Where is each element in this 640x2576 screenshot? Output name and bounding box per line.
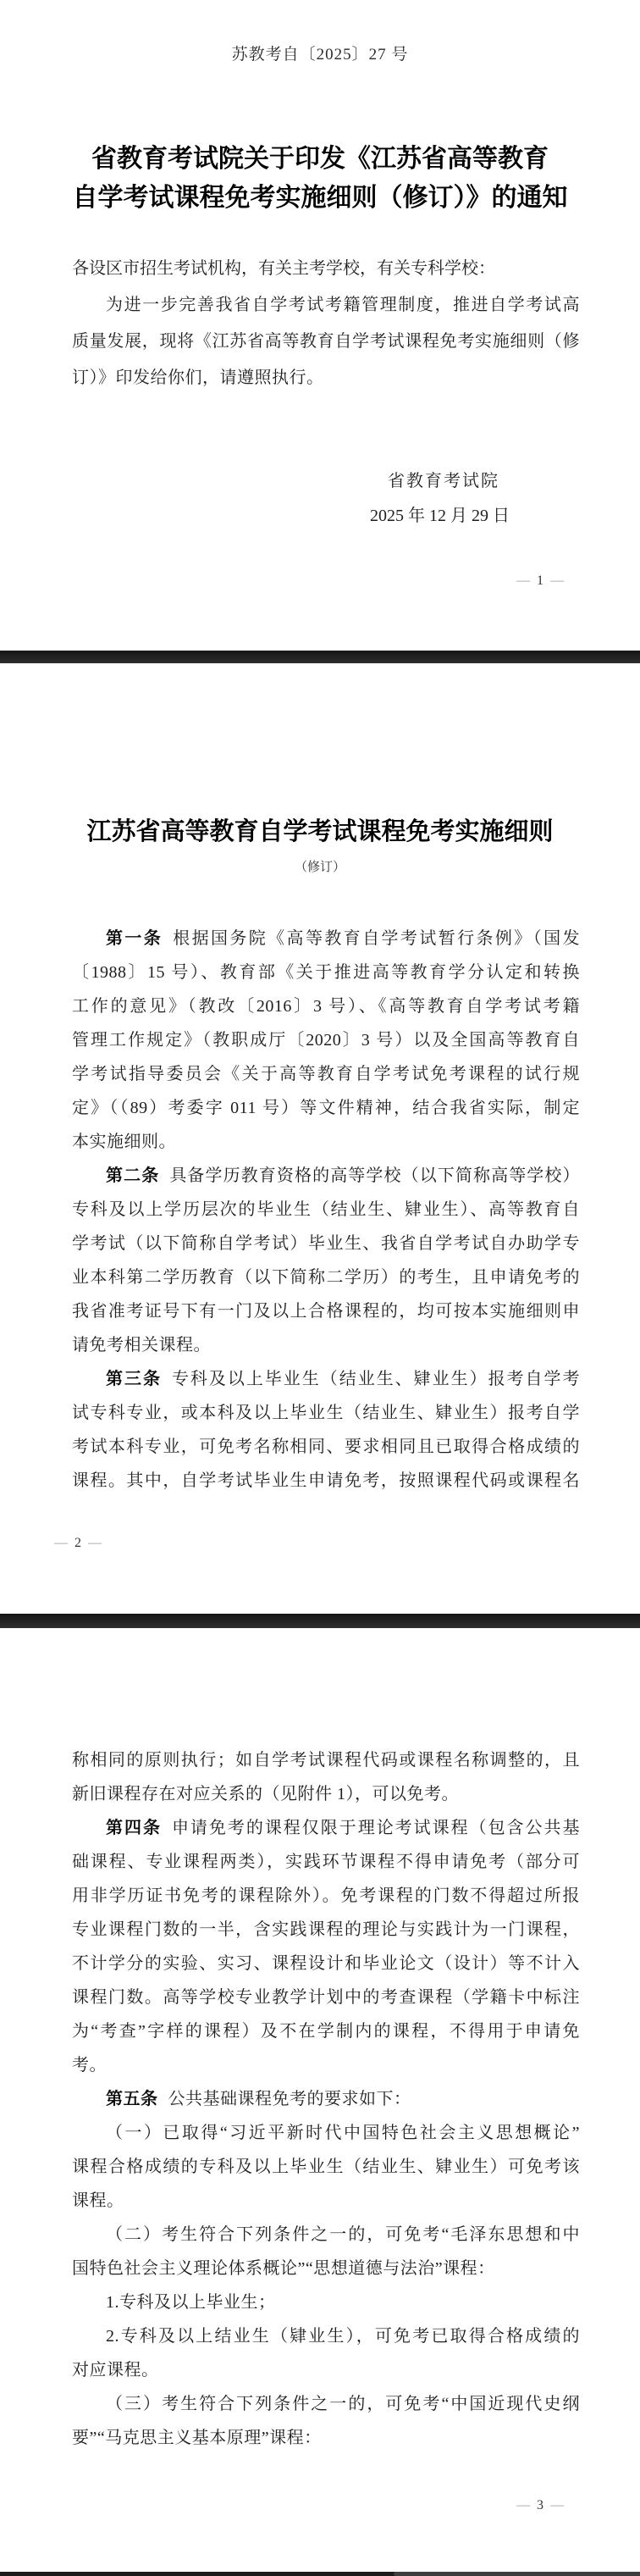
body-line: 〔1988〕15 号）、教育部《关于推进高等教育学分认定和转换 — [72, 963, 580, 982]
body-line: 业本科第二学历教育（以下简称二学历）的考生，且申请免考的 — [72, 1268, 580, 1287]
page-number-2 — [49, 1535, 108, 1552]
page-number-dash: — — [54, 1536, 69, 1550]
clause-label: 第四条 — [106, 1819, 162, 1837]
body-line: 试专科专业，或本科及以上毕业生（结业生、肄业生）报考自学 — [72, 1404, 580, 1422]
notice-title-line1: 省教育考试院关于印发《江苏省高等教育 — [91, 145, 549, 173]
body-line: 课程门数。高等学校专业教学计划中的考查课程（学籍卡中标注 — [72, 1988, 580, 2007]
page-number-dash: — — [516, 573, 532, 588]
body-line: 考。 — [72, 2056, 107, 2075]
page-number-value: 2 — [74, 1536, 83, 1550]
body-line: 称相同的原则执行；如自学考试课程代码或课程名称调整的，且 — [72, 1751, 580, 1770]
page-number-dash: — — [516, 2498, 532, 2512]
body-line: 础课程、专业课程两类），实践环节课程不得申请免考（部分可 — [72, 1853, 580, 1871]
body-line: 定》（（89）考委字 011 号）等文件精神，结合我省实际，制定 — [72, 1099, 580, 1117]
body-line: 质量发展，现将《江苏省高等教育自学考试课程免考实施细则（修 — [72, 332, 580, 351]
clause-label: 第二条 — [106, 1166, 160, 1185]
page-separator — [0, 1614, 640, 1628]
page-number-dash: — — [550, 573, 566, 588]
page-number-value: 3 — [537, 2498, 545, 2512]
page-number-3 — [511, 2497, 571, 2514]
rules-body-page2 — [72, 922, 580, 1498]
body-line — [72, 1811, 580, 1845]
issue-date: 2025 年 12 月 29 日 — [370, 507, 510, 525]
line-text: 申请免考的课程仅限于理论考试课程（包含公共基 — [171, 1819, 580, 1837]
body-line: 学考试（以下简称自学考试）毕业生、我省自学考试自办助学专 — [72, 1234, 580, 1253]
body-line: 专业课程门数的一半，含实践课程的理论与实践计为一门课程， — [72, 1920, 580, 1939]
body-line: 学考试指导委员会《关于高等教育自学考试免考课程的试行规 — [72, 1065, 580, 1083]
body-line: 为进一步完善我省自学考试考籍管理制度，推进自学考试高 — [106, 296, 580, 314]
page-number-1 — [511, 573, 571, 590]
body-line: 管理工作规定》（教职成厅〔2020〕3 号）以及全国高等教育自 — [72, 1031, 580, 1050]
clause-label: 第五条 — [106, 2090, 158, 2108]
line-text: 具备学历教育资格的高等学校（以下简称高等学校） — [169, 1166, 581, 1185]
body-line — [72, 922, 580, 956]
body-line: 为“考查”字样的课程）及不在学制内的课程，不得用于申请免 — [72, 2022, 580, 2041]
body-line: 对应课程。 — [72, 2361, 159, 2379]
clause-label: 第三条 — [106, 1370, 162, 1388]
notice-body — [72, 287, 580, 396]
body-line: 用非学历证书免考的课程除外）。免考课程的门数不得超过所报 — [72, 1886, 580, 1905]
body-line: 新旧课程存在对应关系的（见附件 1），可以免考。 — [72, 1785, 459, 1803]
body-line: 课程合格成绩的专科及以上毕业生（结业生、肄业生）可免考该 — [72, 2158, 580, 2176]
body-line: 考试本科专业，可免考名称相同、要求相同且已取得合格成绩的 — [72, 1438, 580, 1456]
body-line: 订）》印发给你们，请遵照执行。 — [72, 368, 324, 387]
issuer-signature: 省教育考试院 — [388, 472, 499, 490]
body-line: 1.专科及以上毕业生； — [106, 2293, 276, 2312]
body-line: 我省准考证号下有一门及以上合格课程的，均可按本实施细则申 — [72, 1302, 580, 1321]
body-line: 工作的意见》（教改〔2016〕3 号）、《高等教育自学考试考籍 — [72, 997, 580, 1016]
horizontal-scrollbar-thumb[interactable] — [394, 2572, 640, 2576]
body-line: 课程。其中，自学考试毕业生申请免考，按照课程代码或课程名 — [72, 1471, 580, 1490]
body-line: （一）已取得“习近平新时代中国特色社会主义思想概论” — [106, 2124, 580, 2142]
rules-title: 江苏省高等教育自学考试课程免考实施细则 — [86, 818, 554, 845]
body-line: 2.专科及以上结业生（肄业生），可免考已取得合格成绩的 — [106, 2327, 580, 2346]
line-text: 根据国务院《高等教育自学考试暂行条例》（国发 — [173, 929, 580, 948]
body-line — [72, 1159, 580, 1193]
body-line: 专科及以上学历层次的毕业生（结业生、肄业生）、高等教育自 — [72, 1200, 580, 1219]
page-number-value: 1 — [537, 573, 545, 588]
line-text: 公共基础课程免考的要求如下： — [168, 2090, 411, 2108]
doc-number: 苏教考自〔2025〕27 号 — [231, 46, 409, 64]
body-line: 不计学分的实验、实习、课程设计和毕业论文（设计）等不计入 — [72, 1954, 580, 1973]
body-line: 课程。 — [72, 2191, 124, 2210]
notice-title — [34, 140, 606, 218]
clause-label: 第一条 — [106, 929, 163, 948]
page-number-dash: — — [550, 2498, 566, 2512]
body-line — [72, 1362, 580, 1396]
body-line: 本实施细则。 — [72, 1133, 176, 1151]
body-line: 请免考相关课程。 — [72, 1336, 211, 1354]
rules-subtitle: （修订） — [294, 861, 345, 874]
body-line: （二）考生符合下列条件之一的，可免考“毛泽东思想和中 — [106, 2225, 580, 2244]
page-separator — [0, 651, 640, 663]
body-line: 要”“马克思主义基本原理”课程： — [72, 2429, 322, 2447]
notice-title-line2: 自学考试课程免考实施细则（修订）》的通知 — [72, 184, 568, 212]
page-number-dash: — — [88, 1536, 103, 1550]
body-line: （三）考生符合下列条件之一的，可免考“中国近现代史纲 — [106, 2395, 580, 2413]
body-line: 国特色社会主义理论体系概论”“思想道德与法治”课程： — [72, 2259, 495, 2278]
rules-body-page3 — [72, 1743, 580, 2455]
salutation: 各设区市招生考试机构，有关主考学校，有关专科学校： — [72, 259, 495, 278]
body-line — [72, 2082, 580, 2116]
line-text: 专科及以上毕业生（结业生、肄业生）报考自学考 — [171, 1370, 580, 1388]
